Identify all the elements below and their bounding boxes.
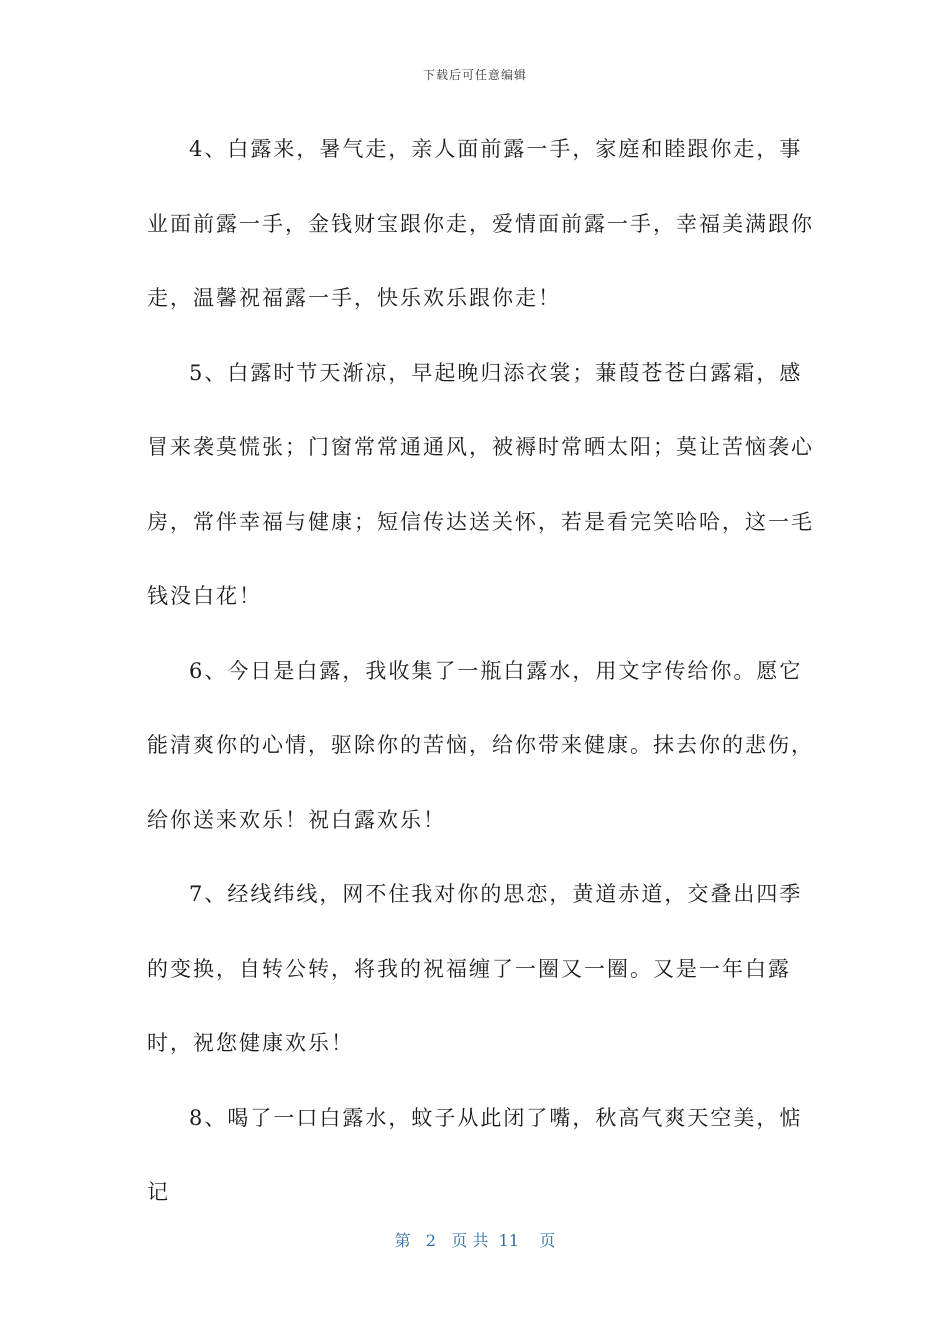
paragraph-8: 8、喝了一口白露水，蚊子从此闭了嘴，秋高气爽天空美，惦记 [147, 1105, 803, 1204]
page-label: 第 [394, 1231, 411, 1250]
total-label: 页 共 [451, 1231, 489, 1250]
page-number: 2 [425, 1231, 437, 1250]
total-pages: 11 [498, 1231, 519, 1250]
document-body [147, 112, 815, 1230]
page-header: 下载后可任意编辑 [422, 68, 527, 82]
paragraph-7: 7、经线纬线，网不住我对你的思恋，黄道赤道，交叠出四季的变换，自转公转，将我的祝福缠了一圈又一圈。又是一年白露时，祝您健康欢乐！ [147, 882, 803, 1055]
end-label: 页 [539, 1231, 556, 1250]
paragraph-6: 6、今日是白露，我收集了一瓶白露水，用文字传给你。愿它能清爽你的心情，驱除你的苦恼，给你带来健康。抹去你的悲伤，给你送来欢乐！祝白露欢乐！ [147, 658, 814, 832]
page-footer [0, 1228, 950, 1251]
paragraph-5: 5、白露时节天渐凉，早起晚归添衣裳；蒹葭苍苍白露霜，感冒来袭莫慌张；门窗常常通通风，被褥时常晒太阳；莫让苦恼袭心房，常伴幸福与健康；短信传达送关怀，若是看完笑哈哈，这一毛钱没白花！ [147, 360, 814, 608]
paragraph-4: 4、白露来，暑气走，亲人面前露一手，家庭和睦跟你走，事业面前露一手，金钱财宝跟你走，爱情面前露一手，幸福美满跟你走，温馨祝福露一手，快乐欢乐跟你走！ [147, 137, 814, 310]
